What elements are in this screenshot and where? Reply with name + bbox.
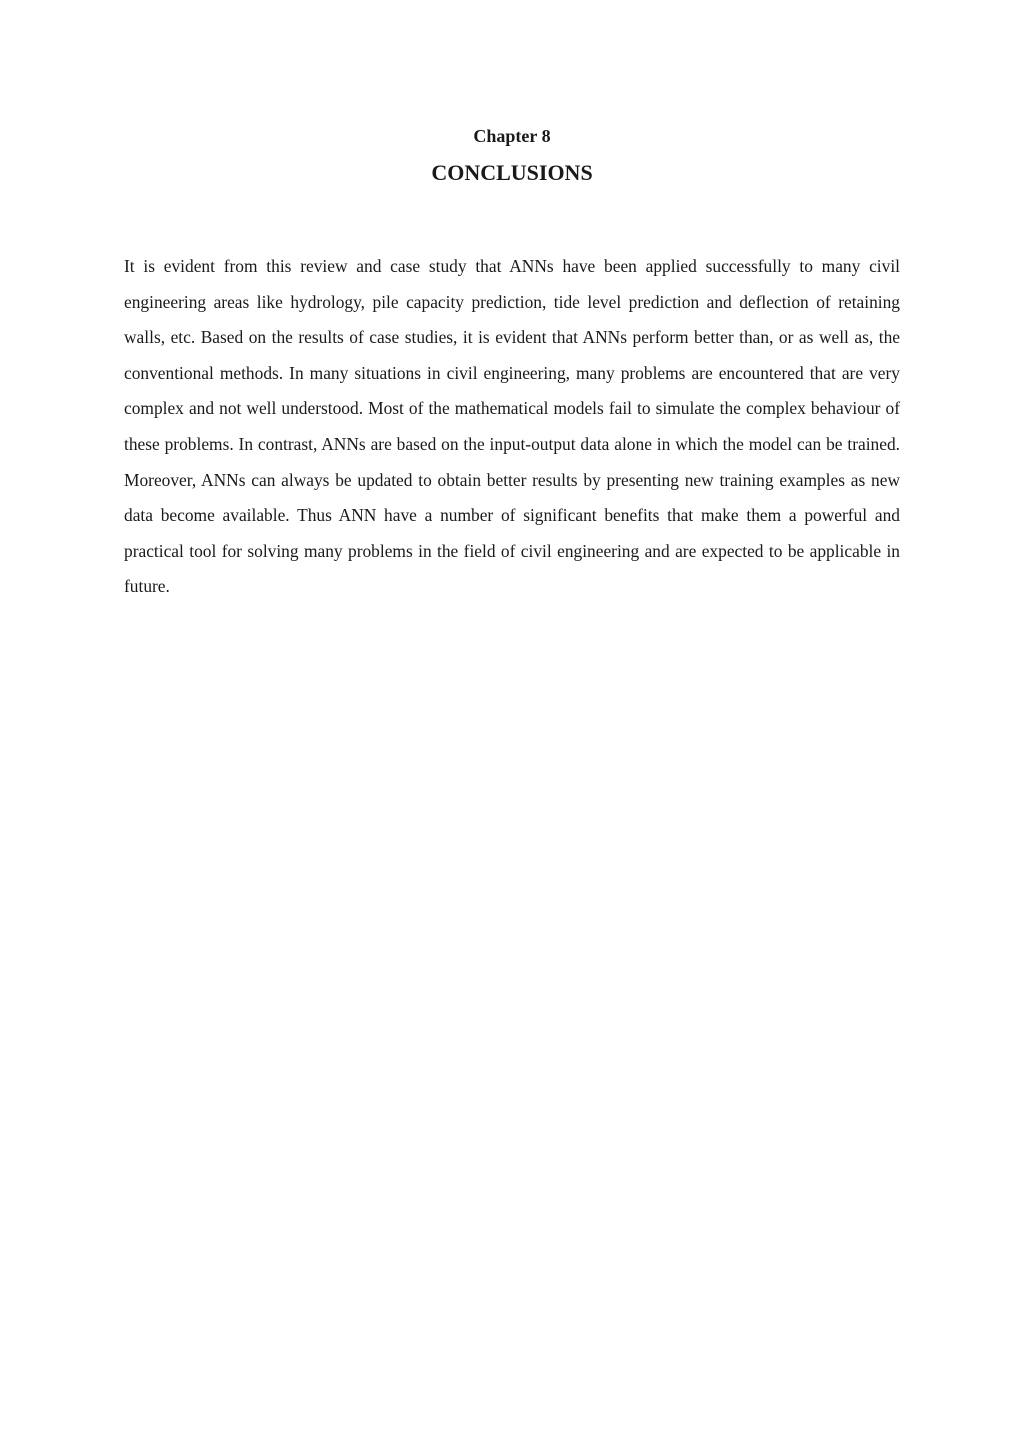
chapter-number: Chapter 8: [473, 126, 551, 146]
chapter-title: CONCLUSIONS: [431, 160, 593, 185]
conclusions-paragraph: It is evident from this review and case study that ANNs have been applied successfully to many civil engineering areas like hydrology, pile capacity prediction, tide level prediction and deflection of retaining walls, etc. Based on the results of case studies, it is evident that ANNs perform better than, or as well as, the conventional methods. In many situations in civil engineering, many problems are encountered that are very complex and not well understood. Most of the mathematical models fail to simulate the complex behaviour of these problems. In contrast, ANNs are based on the input-output data alone in which the model can be trained. Moreover, ANNs can always be updated to obtain better results by presenting new training examples as new data become available. Thus ANN have a number of significant benefits that make them a powerful and practical tool for solving many problems in the field of civil engineering and are expected to be applicable in future.: [124, 256, 909, 597]
